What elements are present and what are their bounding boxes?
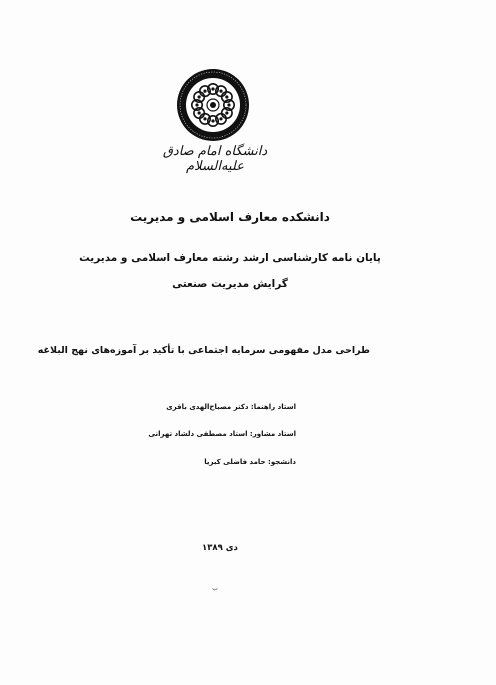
thesis-type: پایان نامه کارشناسی ارشد رشته معارف اسلامی و مدیریت [79,252,381,264]
seal-petal-dot [219,90,222,93]
seal-petal-dot [227,103,230,106]
page-mark: ب [212,585,218,592]
seal-petal-dot [225,95,228,98]
student-line: دانشجو: حامد فاضلی کبریا [204,458,296,466]
faculty-heading: دانشکده معارف اسلامی و مدیریت [130,210,330,224]
seal-petal-dot [198,95,201,98]
seal-graphic [176,68,250,142]
seal-petal-dot [203,117,206,120]
seal-petal-dot [225,111,228,114]
seal-petal-dot [198,111,201,114]
advisor-line: استاد مشاور: استاد مصطفی دلشاد تهرانی [148,430,296,438]
major-field: گرایش مدیریت صنعتی [172,278,288,290]
seal-petal-dot [203,90,206,93]
supervisor-line: استاد راهنما: دکتر مصباح‌الهدی باقری [166,403,296,411]
university-seal-icon [176,68,250,142]
seal-petal-dot [195,103,198,106]
seal-center-dot [210,102,216,108]
seal-petal-dot [219,117,222,120]
seal-petal-dot [211,119,214,122]
university-name: دانشگاه امام صادق علیه‌السلام [162,144,268,174]
seal-petal-dot [211,87,214,90]
thesis-title: طراحی مدل مفهومی سرمایه اجتماعی با تأکید بر آموزه‌های نهج البلاغه [37,345,370,356]
thesis-date: دی ۱۳۸۹ [202,543,238,553]
